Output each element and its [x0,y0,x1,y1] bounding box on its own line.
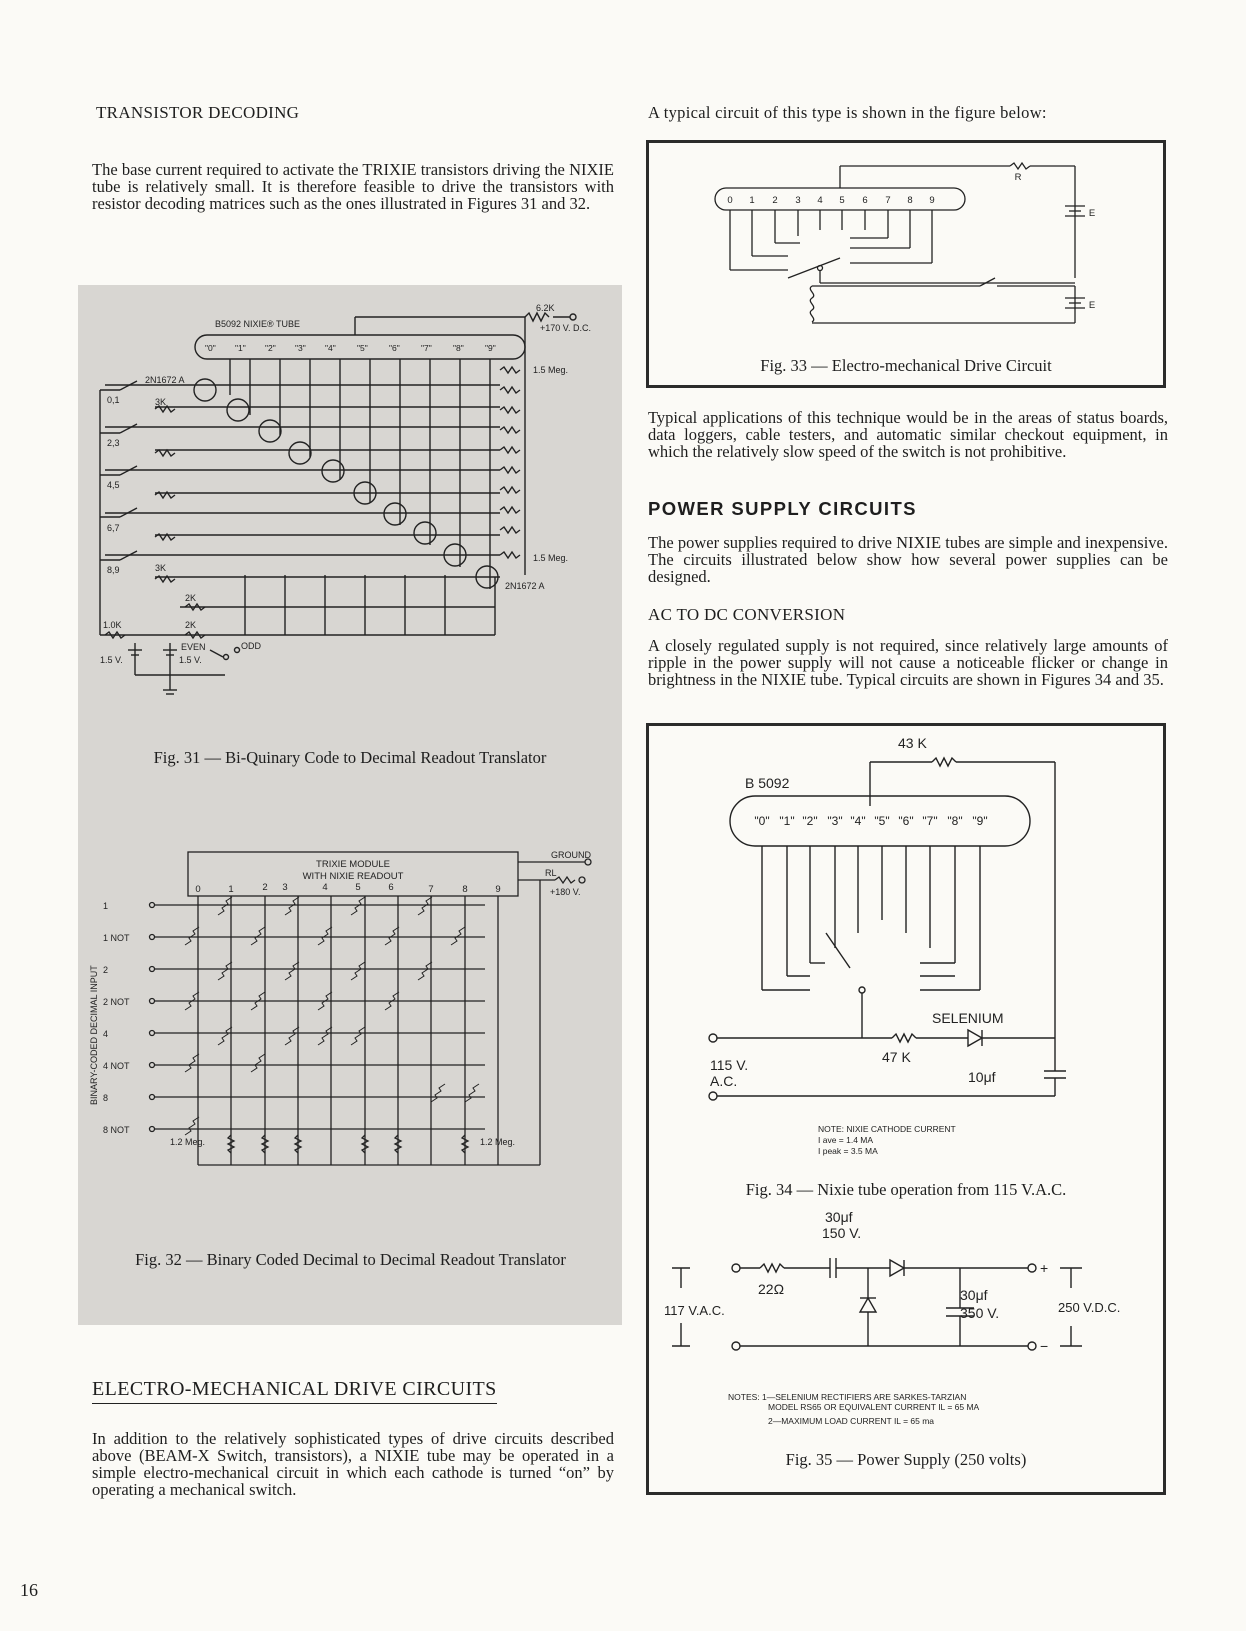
fig35-notes-line3: 2—MAXIMUM LOAD CURRENT IL = 65 ma [768,1416,935,1426]
fig32-digit-3: 3 [282,882,288,893]
fig33-digit-0: 0 [727,195,733,206]
fig32-digit-8: 8 [462,884,468,895]
fig34-cap-label: 10μf [968,1069,996,1085]
fig33-digit-6: 6 [862,195,868,206]
fig34-vac-line2: A.C. [710,1073,738,1089]
fig31-digit-4: "4" [325,343,336,353]
fig32-input-8not: 8 NOT [103,1125,130,1135]
fig34-r47k-label: 47 K [882,1049,911,1065]
fig31-digit-1: "1" [235,343,246,353]
fig32-axis-label: BINARY-CODED DECIMAL INPUT [89,965,99,1105]
power-supply-heading: POWER SUPPLY CIRCUITS [648,498,917,519]
fig31-digit-6: "6" [389,343,400,353]
fig35-notes-line1: NOTES: 1—SELENIUM RECTIFIERS ARE SARKES-TARZIAN [728,1392,967,1402]
fig31-switch-45: 4,5 [107,480,120,490]
fig31-tube-label: B5092 NIXIE® TUBE [215,319,301,329]
electro-mechanical-heading: ELECTRO-MECHANICAL DRIVE CIRCUITS [92,1378,497,1404]
fig33-schematic [700,158,1100,343]
fig32-digit-5: 5 [355,882,361,893]
fig34-digit-2: "2" [802,814,818,828]
fig32-module-line2: WITH NIXIE READOUT [302,871,404,882]
fig33-digit-5: 5 [839,195,845,206]
fig32-input-1: 1 [103,901,109,911]
fig32-digit-2: 2 [262,882,268,893]
fig31-switch-23: 2,3 [107,438,120,448]
fig31-digit-8: "8" [453,343,464,353]
fig34-selenium-label: SELENIUM [932,1010,1004,1026]
acdc-heading: AC TO DC CONVERSION [648,605,846,624]
fig35-notes-line2: MODEL RS65 OR EQUIVALENT CURRENT IL = 65 MA [768,1402,980,1412]
fig34-note-line1: NOTE: NIXIE CATHODE CURRENT [818,1124,956,1134]
transistor-decoding-paragraph: The base current required to activate the TRIXIE transistors driving the NIXIE tube is relatively small. It is therefore feasible to drive the transistors with resistor decoding matrices such as the ones illustrated in Figures 31 and 32. [92,160,614,213]
fig35-schematic [660,1209,1160,1433]
fig32-r12meg-left: 1.2 Meg. [170,1137,206,1147]
fig32-r12meg-right: 1.2 Meg. [480,1137,516,1147]
fig31-r15meg-bottom-label: 1.5 Meg. [533,553,569,563]
fig34-digit-1: "1" [779,814,795,828]
fig33-digit-2: 2 [772,195,778,206]
fig31-switch-01: 0,1 [107,395,120,405]
fig31-digit-9: "9" [485,343,496,353]
fig31-r3k-top-label: 3K [155,397,167,407]
fig34-tube-label: B 5092 [745,775,790,791]
fig33-digit-9: 9 [929,195,935,206]
fig32-input-4: 4 [103,1029,109,1039]
fig35-c2-line2: 350 V. [960,1305,1000,1321]
fig34-digit-8: "8" [947,814,963,828]
fig33-digit-3: 3 [795,195,801,206]
fig31-r1k-label: 1.0K [103,620,122,630]
fig34-schematic [650,728,1160,1160]
fig32-digit-7: 7 [428,884,434,895]
fig32-digit-1: 1 [228,884,234,895]
fig35-plus-label: + [1040,1260,1049,1276]
fig31-digit-3: "3" [295,343,306,353]
fig31-even-label: EVEN [181,642,206,652]
fig31-batt-left-label: 1.5 V. [100,655,123,665]
fig34-vac-line1: 115 V. [710,1057,749,1073]
fig35-c2-line1: 30μf [960,1287,988,1303]
fig31-caption: Fig. 31 — Bi-Quinary Code to Decimal Readout Translator [153,748,547,767]
fig33-digit-1: 1 [749,195,755,206]
fig35-vin-label: 117 V.A.C. [664,1303,725,1318]
electro-mechanical-paragraph: In addition to the relatively sophisticated types of drive circuits described above (BEAM-X Switch, transistors), a NIXIE tube may be operated in a simple electro-mechanical circuit in which each cathode is turned “on” by operating a mechanical switch. [92,1429,614,1499]
fig33-r-label: R [1014,172,1022,183]
fig32-digit-0: 0 [195,884,201,895]
fig31-transistor-label-top: 2N1672 A [145,375,185,385]
fig34-digit-7: "7" [922,814,938,828]
fig32-module-line1: TRIXIE MODULE [316,859,390,870]
fig33-digit-4: 4 [817,195,823,206]
fig35-minus-label: − [1040,1338,1049,1354]
typical-circuit-intro: A typical circuit of this type is shown in the figure below: [648,103,1047,122]
fig31-digit-0: "0" [205,343,216,353]
fig33-e-label-bottom: E [1088,300,1096,311]
fig32-caption: Fig. 32 — Binary Coded Decimal to Decimal Readout Translator [135,1250,566,1269]
fig32-schematic [85,840,620,1220]
fig33-digit-8: 8 [907,195,913,206]
fig34-caption: Fig. 34 — Nixie tube operation from 115 V.A.C. [745,1180,1067,1199]
acdc-paragraph: A closely regulated supply is not required, since relatively large amounts of ripple in the power supply will not cause a noticeable flicker or change in brightness in the NIXIE tube. Typical circuits are shown in Figures 34 and 35. [648,636,1168,689]
fig32-digit-9: 9 [495,884,501,895]
page-number: 16 [20,1580,38,1600]
fig34-note-line3: I peak = 3.5 MA [818,1146,878,1156]
fig33-digit-7: 7 [885,195,891,206]
fig31-digit-7: "7" [421,343,432,353]
fig34-note-line2: I ave = 1.4 MA [818,1135,874,1145]
fig31-schematic [95,305,615,725]
fig34-r43k-label: 43 K [898,735,927,751]
fig32-ground-label: GROUND [551,850,591,860]
fig32-rl-label: RL [545,868,557,878]
fig31-switch-67: 6,7 [107,523,120,533]
fig33-caption: Fig. 33 — Electro-mechanical Drive Circuit [760,356,1052,375]
fig35-r-label: 22Ω [758,1281,785,1297]
fig31-odd-label: ODD [241,641,261,651]
fig32-supply-label: +180 V. [550,887,581,897]
fig32-input-2not: 2 NOT [103,997,130,1007]
fig32-input-4not: 4 NOT [103,1061,130,1071]
transistor-decoding-heading: TRANSISTOR DECODING [96,103,300,122]
power-supply-paragraph: The power supplies required to drive NIXIE tubes are simple and inexpensive. The circuits illustrated below show how several power supplies can be designed. [648,533,1168,586]
fig35-vout-label: 250 V.D.C. [1058,1300,1121,1315]
applications-paragraph: Typical applications of this technique would be in the areas of status boards, data loggers, cable testers, and automatic similar checkout equipment, in which the relatively slow speed of the switch is not prohibitive. [648,408,1168,461]
fig32-input-2: 2 [103,965,109,975]
fig35-c1-line2: 150 V. [822,1225,862,1241]
fig33-e-label-top: E [1088,208,1096,219]
fig35-c1-line1: 30μf [825,1209,853,1225]
fig34-digit-4: "4" [850,814,866,828]
fig31-r2k-a-label: 2K [185,593,197,603]
fig34-digit-5: "5" [874,814,890,828]
fig32-input-8: 8 [103,1093,109,1103]
fig34-digit-6: "6" [898,814,914,828]
fig31-batt-right-label: 1.5 V. [179,655,202,665]
fig31-r2k-b-label: 2K [185,620,197,630]
fig31-switch-89: 8,9 [107,565,120,575]
fig31-transistor-label-bottom: 2N1672 A [505,581,545,591]
fig31-digit-5: "5" [357,343,368,353]
fig31-digit-2: "2" [265,343,276,353]
fig31-supply-label: +170 V. D.C. [540,323,591,333]
fig32-input-1not: 1 NOT [103,933,130,943]
fig31-r3k-bottom-label: 3K [155,563,167,573]
fig35-caption: Fig. 35 — Power Supply (250 volts) [785,1450,1027,1469]
fig31-r62k-label: 6.2K [536,303,555,313]
fig32-digit-6: 6 [388,882,394,893]
fig31-r15meg-top-label: 1.5 Meg. [533,365,569,375]
fig32-digit-4: 4 [322,882,328,893]
fig34-digit-3: "3" [827,814,843,828]
fig34-digit-9: "9" [972,814,988,828]
fig34-digit-0: "0" [754,814,770,828]
